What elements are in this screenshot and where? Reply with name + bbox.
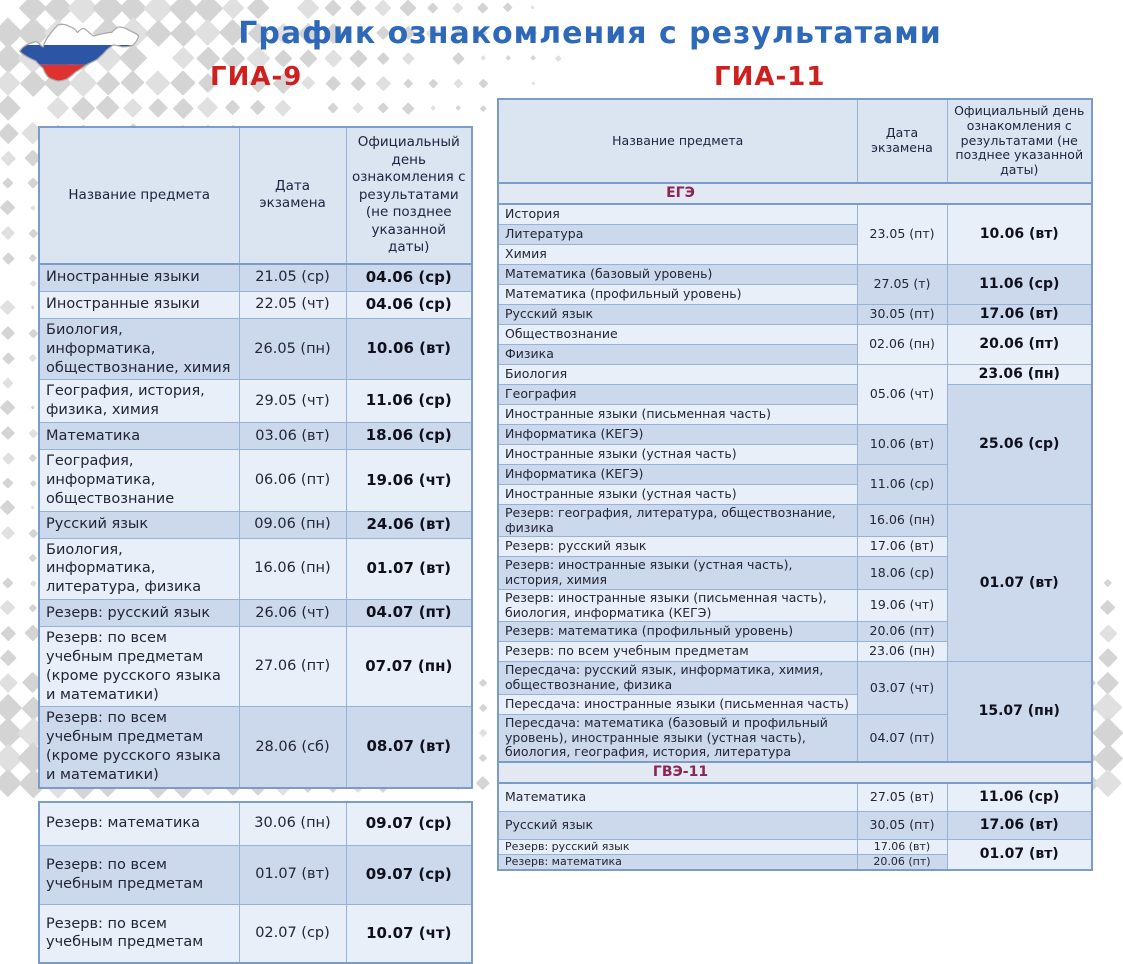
subject-cell: Резерв: по всем учебным предметам	[39, 845, 239, 904]
gia9-main-table	[38, 126, 473, 789]
subject-cell: Резерв: иностранные языки (письменная часть), биология, информатика (КЕГЭ)	[498, 589, 857, 622]
exam-date-cell: 30.05 (пт)	[857, 812, 947, 840]
result-date-cell: 18.06 (ср)	[346, 423, 472, 450]
exam-date-cell: 03.06 (вт)	[239, 423, 346, 450]
subject-cell: Информатика (КЕГЭ)	[498, 464, 857, 484]
result-date-cell: 08.07 (вт)	[346, 707, 472, 788]
table-row	[498, 264, 1092, 284]
result-date-column-header: Официальный день ознакомления с результатами (не позднее указанной даты)	[947, 99, 1092, 183]
result-date-cell: 25.06 (ср)	[947, 384, 1092, 504]
subject-cell: Резерв: по всем учебным предметам (кроме русского языка и математики)	[39, 707, 239, 788]
subject-cell: Резерв: русский язык	[39, 600, 239, 627]
table-row	[39, 264, 472, 292]
table-row	[39, 627, 472, 707]
exam-date-column-header: Дата экзамена	[239, 127, 346, 264]
result-date-cell: 15.07 (пн)	[947, 662, 1092, 762]
subject-cell: Резерв: по всем учебным предметам (кроме русского языка и математики)	[39, 627, 239, 707]
subject-cell: Резерв: русский язык	[498, 537, 857, 557]
exam-date-cell: 02.07 (ср)	[239, 904, 346, 963]
result-date-cell: 09.07 (ср)	[346, 802, 472, 846]
exam-date-column-header: Дата экзамена	[857, 99, 947, 183]
table-row	[498, 384, 1092, 404]
table-row	[39, 904, 472, 963]
section-row	[498, 762, 1092, 783]
exam-date-cell: 09.06 (пн)	[239, 511, 346, 538]
subject-cell: Иностранные языки (письменная часть)	[498, 404, 857, 424]
exam-date-cell: 10.06 (вт)	[857, 424, 947, 464]
gia9-reserve-table	[38, 801, 473, 964]
gia11-heading: ГИА-11	[714, 62, 826, 92]
subject-column-header: Название предмета	[498, 99, 857, 183]
exam-date-cell: 20.06 (пт)	[857, 855, 947, 871]
exam-date-cell: 30.05 (пт)	[857, 304, 947, 324]
subject-column-header: Название предмета	[39, 127, 239, 264]
exam-date-cell: 21.05 (ср)	[239, 264, 346, 292]
table-row	[498, 840, 1092, 855]
result-date-cell: 11.06 (ср)	[947, 264, 1092, 304]
result-date-cell: 17.06 (вт)	[947, 304, 1092, 324]
exam-date-cell: 19.06 (чт)	[857, 589, 947, 622]
exam-date-cell: 16.06 (пн)	[857, 504, 947, 537]
table-row	[39, 423, 472, 450]
subject-cell: Резерв: по всем учебным предметам	[498, 642, 857, 662]
result-date-cell: 10.06 (вт)	[346, 318, 472, 380]
page-title: График ознакомления с результатами	[238, 16, 942, 51]
exam-date-cell: 23.05 (пт)	[857, 204, 947, 265]
subject-cell: Пересдача: иностранные языки (письменная часть)	[498, 694, 857, 714]
subject-cell: Русский язык	[39, 511, 239, 538]
result-date-cell: 01.07 (вт)	[947, 504, 1092, 662]
table-row	[39, 318, 472, 380]
exam-date-cell: 16.06 (пн)	[239, 538, 346, 600]
subject-cell: Биология, информатика, обществознание, химия	[39, 318, 239, 380]
subject-cell: Математика	[498, 783, 857, 812]
subject-cell: Резерв: иностранные языки (устная часть), история, химия	[498, 557, 857, 590]
result-date-cell: 10.06 (вт)	[947, 204, 1092, 265]
gia9-column	[38, 126, 471, 964]
subject-cell: Физика	[498, 344, 857, 364]
subject-cell: География, история, физика, химия	[39, 380, 239, 423]
exam-date-cell: 23.06 (пн)	[857, 642, 947, 662]
result-date-cell: 17.06 (вт)	[947, 812, 1092, 840]
exam-date-cell: 17.06 (вт)	[857, 537, 947, 557]
subject-cell: Обществознание	[498, 324, 857, 344]
table-row	[39, 450, 472, 512]
subject-cell: Резерв: русский язык	[498, 840, 857, 855]
gia9-heading: ГИА-9	[210, 62, 303, 92]
subject-cell: Математика (базовый уровень)	[498, 264, 857, 284]
section-row	[498, 183, 1092, 204]
exam-date-cell: 04.07 (пт)	[857, 714, 947, 762]
exam-date-cell: 28.06 (сб)	[239, 707, 346, 788]
subject-cell: Резерв: математика	[39, 802, 239, 846]
gia11-column	[497, 98, 1091, 871]
exam-date-cell: 27.05 (вт)	[857, 783, 947, 812]
exam-date-cell: 03.07 (чт)	[857, 662, 947, 715]
header-row	[39, 127, 472, 264]
result-date-column-header: Официальный день ознакомления с результатами (не позднее указанной даты)	[346, 127, 472, 264]
result-date-cell: 19.06 (чт)	[346, 450, 472, 512]
exam-date-cell: 27.05 (т)	[857, 264, 947, 304]
gia11-table	[497, 98, 1093, 871]
section-label: ЕГЭ	[498, 183, 1092, 204]
subject-cell: История	[498, 204, 857, 225]
result-date-cell: 09.07 (ср)	[346, 845, 472, 904]
exam-date-cell: 30.06 (пн)	[239, 802, 346, 846]
exam-date-cell: 01.07 (вт)	[239, 845, 346, 904]
result-date-cell: 01.07 (вт)	[947, 840, 1092, 871]
result-date-cell: 23.06 (пн)	[947, 364, 1092, 384]
subject-cell: Биология, информатика, литература, физика	[39, 538, 239, 600]
table-row	[498, 324, 1092, 344]
subject-cell: Информатика (КЕГЭ)	[498, 424, 857, 444]
subject-cell: Математика (профильный уровень)	[498, 284, 857, 304]
result-date-cell: 10.07 (чт)	[346, 904, 472, 963]
subject-cell: Резерв: по всем учебным предметам	[39, 904, 239, 963]
result-date-cell: 01.07 (вт)	[346, 538, 472, 600]
subject-cell: Иностранные языки	[39, 291, 239, 318]
exam-date-cell: 29.05 (чт)	[239, 380, 346, 423]
result-date-cell: 20.06 (пт)	[947, 324, 1092, 364]
subject-cell: Математика	[39, 423, 239, 450]
subject-cell: Иностранные языки (устная часть)	[498, 484, 857, 504]
result-date-cell: 11.06 (ср)	[947, 783, 1092, 812]
subject-cell: Резерв: география, литература, обществознание, физика	[498, 504, 857, 537]
table-row	[39, 511, 472, 538]
subject-cell: Химия	[498, 244, 857, 264]
exam-date-cell: 11.06 (ср)	[857, 464, 947, 504]
table-row	[498, 812, 1092, 840]
table-row	[39, 538, 472, 600]
result-date-cell: 24.06 (вт)	[346, 511, 472, 538]
table-row	[39, 707, 472, 788]
crimea-flag-logo	[18, 6, 144, 102]
subject-cell: Литература	[498, 224, 857, 244]
subject-cell: Пересдача: математика (базовый и профильный уровень), иностранные языки (устная часть), биология, география, история, литература	[498, 714, 857, 762]
table-row	[39, 802, 472, 846]
table-row	[39, 600, 472, 627]
exam-date-cell: 05.06 (чт)	[857, 364, 947, 424]
table-row	[39, 291, 472, 318]
table-row	[498, 783, 1092, 812]
exam-date-cell: 20.06 (пт)	[857, 622, 947, 642]
exam-date-cell: 18.06 (ср)	[857, 557, 947, 590]
table-row	[39, 380, 472, 423]
result-date-cell: 04.06 (ср)	[346, 264, 472, 292]
table-row	[498, 504, 1092, 537]
table-row	[498, 204, 1092, 225]
exam-date-cell: 17.06 (вт)	[857, 840, 947, 855]
header-row	[498, 99, 1092, 183]
subject-cell: Русский язык	[498, 812, 857, 840]
subject-cell: Резерв: математика (профильный уровень)	[498, 622, 857, 642]
result-date-cell: 04.06 (ср)	[346, 291, 472, 318]
table-row	[498, 662, 1092, 695]
subject-cell: География, информатика, обществознание	[39, 450, 239, 512]
flag-stripe-red	[18, 65, 144, 99]
subject-cell: Резерв: математика	[498, 855, 857, 871]
subject-cell: Иностранные языки (устная часть)	[498, 444, 857, 464]
exam-date-cell: 02.06 (пн)	[857, 324, 947, 364]
exam-date-cell: 22.05 (чт)	[239, 291, 346, 318]
exam-date-cell: 06.06 (пт)	[239, 450, 346, 512]
flag-stripe-white	[18, 9, 144, 45]
result-date-cell: 04.07 (пт)	[346, 600, 472, 627]
section-label: ГВЭ-11	[498, 762, 1092, 783]
table-row	[498, 364, 1092, 384]
exam-date-cell: 27.06 (пт)	[239, 627, 346, 707]
subject-cell: География	[498, 384, 857, 404]
exam-date-cell: 26.05 (пн)	[239, 318, 346, 380]
subject-cell: Пересдача: русский язык, информатика, химия, обществознание, физика	[498, 662, 857, 695]
subject-cell: Биология	[498, 364, 857, 384]
result-date-cell: 07.07 (пн)	[346, 627, 472, 707]
table-row	[39, 845, 472, 904]
subject-cell: Иностранные языки	[39, 264, 239, 292]
table-row	[498, 304, 1092, 324]
exam-date-cell: 26.06 (чт)	[239, 600, 346, 627]
subject-cell: Русский язык	[498, 304, 857, 324]
result-date-cell: 11.06 (ср)	[346, 380, 472, 423]
